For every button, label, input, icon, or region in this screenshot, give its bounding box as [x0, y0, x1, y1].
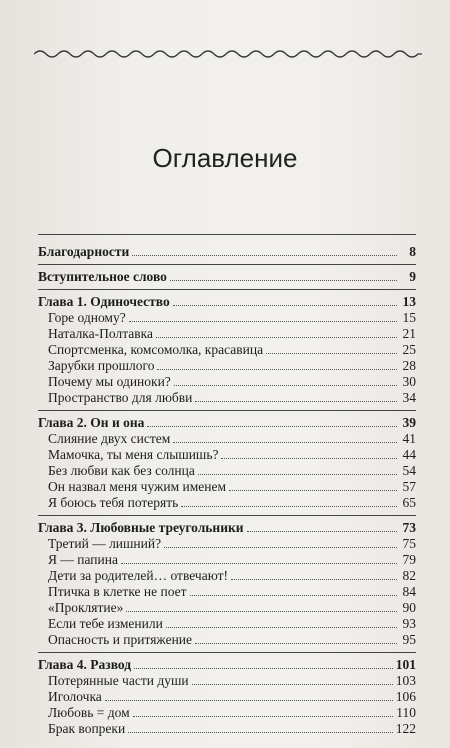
toc-entry[interactable] [38, 431, 416, 447]
toc-entry-label: Опасность и притяжение [48, 632, 193, 647]
top-divider [38, 234, 416, 235]
toc-leader-dots [121, 552, 397, 564]
toc-chapter-entry[interactable] [38, 415, 416, 431]
toc-leader-dots [147, 415, 397, 427]
toc-leader-dots [173, 294, 397, 306]
toc-page-number: 79 [402, 552, 416, 567]
toc-entry-label: Вступительное слово [38, 269, 167, 284]
toc-page-number: 15 [402, 310, 416, 325]
toc-separator [38, 652, 416, 653]
toc-page-number: 122 [395, 721, 416, 736]
toc-entry-label: Мамочка, ты меня слышишь? [48, 447, 219, 462]
toc-entry-label: Глава 3. Любовные треугольники [38, 520, 244, 535]
toc-page-number: 84 [402, 584, 416, 599]
toc-entry-label: Он назвал меня чужим именем [48, 479, 227, 494]
toc-entry-label: Я — папина [48, 552, 118, 567]
toc-leader-dots [132, 244, 397, 256]
toc-page-number: 30 [402, 374, 416, 389]
toc-entry-label: Я боюсь тебя потерять [48, 495, 179, 510]
toc-leader-dots [164, 536, 397, 548]
toc-entry-label: Брак вопреки [48, 721, 126, 736]
toc-entry-label: Если тебе изменили [48, 616, 163, 631]
toc-page-number: 101 [395, 657, 416, 672]
toc-page-number: 34 [402, 390, 416, 405]
toc-leader-dots [166, 616, 397, 628]
toc-page-number: 110 [396, 705, 416, 720]
toc-leader-dots [247, 520, 397, 532]
toc-page-number: 95 [402, 632, 416, 647]
toc-leader-dots [195, 390, 397, 402]
toc-chapter-entry[interactable] [38, 269, 416, 285]
toc-entry[interactable] [38, 326, 416, 342]
toc-page-number: 65 [402, 495, 416, 510]
toc-leader-dots [198, 463, 397, 475]
toc-entry[interactable] [38, 616, 416, 632]
toc-leader-dots [157, 358, 397, 370]
toc-page-number: 39 [402, 415, 416, 430]
toc-entry[interactable] [38, 310, 416, 326]
toc-entry-label: Третий — лишний? [48, 536, 162, 551]
toc-entry-label: Спортсменка, комсомолка, красавица [48, 342, 264, 357]
toc-entry-label: Пространство для любви [48, 390, 193, 405]
toc-entry-label: Дети за родителей… отвечают! [48, 568, 228, 583]
toc-leader-dots [170, 269, 397, 281]
toc-page-number: 106 [395, 689, 416, 704]
toc-entry[interactable] [38, 390, 416, 406]
toc-entry-label: Иголочка [48, 689, 102, 704]
toc-leader-dots [190, 584, 397, 596]
toc-entry[interactable] [38, 463, 416, 479]
toc-page-number: 25 [402, 342, 416, 357]
toc-entry-label: Потерянные части души [48, 673, 189, 688]
toc-chapter-entry[interactable] [38, 520, 416, 536]
ornament-wave-divider [34, 44, 422, 64]
toc-entry-label: Зарубки прошлого [48, 358, 155, 373]
toc-leader-dots [231, 568, 397, 580]
toc-entry-label: Без любви как без солнца [48, 463, 195, 478]
toc-separator [38, 264, 416, 265]
toc-entry-label: Почему мы одиноки? [48, 374, 171, 389]
toc-page-number: 9 [409, 269, 416, 284]
toc-page-number: 54 [402, 463, 416, 478]
toc-chapter-entry[interactable] [38, 294, 416, 310]
toc-entry-label: Благодарности [38, 244, 130, 259]
toc-page-number: 8 [409, 244, 416, 259]
toc-leader-dots [126, 600, 397, 612]
page-title: Оглавление [152, 143, 298, 173]
toc-entry[interactable] [38, 689, 416, 705]
toc-entry[interactable] [38, 584, 416, 600]
toc-leader-dots [192, 673, 393, 685]
toc-leader-dots [173, 431, 397, 443]
toc-entry-label: Глава 2. Он и она [38, 415, 145, 430]
toc-leader-dots [266, 342, 397, 354]
toc-entry-label: Наталка-Полтавка [48, 326, 153, 341]
toc-entry[interactable] [38, 673, 416, 689]
toc-page-number: 41 [402, 431, 416, 446]
toc-leader-dots [174, 374, 397, 386]
toc-page-number: 13 [402, 294, 416, 309]
toc-separator [38, 515, 416, 516]
toc-page-number: 93 [402, 616, 416, 631]
toc-chapter-entry[interactable] [38, 657, 416, 673]
toc-page-number: 21 [402, 326, 416, 341]
toc-entry[interactable] [38, 479, 416, 495]
toc-leader-dots [134, 657, 393, 669]
toc-leader-dots [133, 705, 394, 717]
toc-leader-dots [128, 721, 393, 733]
toc-entry[interactable] [38, 632, 416, 648]
toc-entry-label: Любовь = дом [48, 705, 130, 720]
toc-entry[interactable] [38, 568, 416, 584]
toc-entry[interactable] [38, 536, 416, 552]
toc-chapter-entry[interactable] [38, 244, 416, 260]
toc-separator [38, 410, 416, 411]
toc-entry-label: Горе одному? [48, 310, 126, 325]
toc-page-number: 103 [395, 673, 416, 688]
toc-page-number: 90 [402, 600, 416, 615]
toc-page-number: 73 [402, 520, 416, 535]
toc-entry[interactable] [38, 358, 416, 374]
toc-entry[interactable] [38, 495, 416, 511]
toc-entry-label: «Проклятие» [48, 600, 124, 615]
toc-page-number: 75 [402, 536, 416, 551]
toc-entry-label: Птичка в клетке не поет [48, 584, 187, 599]
toc-leader-dots [105, 689, 393, 701]
toc-entry-label: Глава 1. Одиночество [38, 294, 170, 309]
toc-page-number: 44 [402, 447, 416, 462]
toc-leader-dots [221, 447, 397, 459]
toc-entry[interactable] [38, 721, 416, 737]
toc-entry[interactable] [38, 705, 416, 721]
toc-leader-dots [195, 632, 397, 644]
toc-leader-dots [156, 326, 397, 338]
toc-leader-dots [129, 310, 397, 322]
toc-entry[interactable] [38, 374, 416, 390]
toc-entry-label: Глава 4. Развод [38, 657, 132, 672]
table-of-contents [38, 244, 416, 737]
toc-entry[interactable] [38, 447, 416, 463]
toc-entry[interactable] [38, 342, 416, 358]
toc-separator [38, 289, 416, 290]
toc-leader-dots [229, 479, 397, 491]
toc-leader-dots [181, 495, 397, 507]
toc-entry-label: Слияние двух систем [48, 431, 171, 446]
toc-page-number: 82 [402, 568, 416, 583]
toc-page-number: 57 [402, 479, 416, 494]
toc-page-number: 28 [402, 358, 416, 373]
toc-entry[interactable] [38, 600, 416, 616]
toc-entry[interactable] [38, 552, 416, 568]
